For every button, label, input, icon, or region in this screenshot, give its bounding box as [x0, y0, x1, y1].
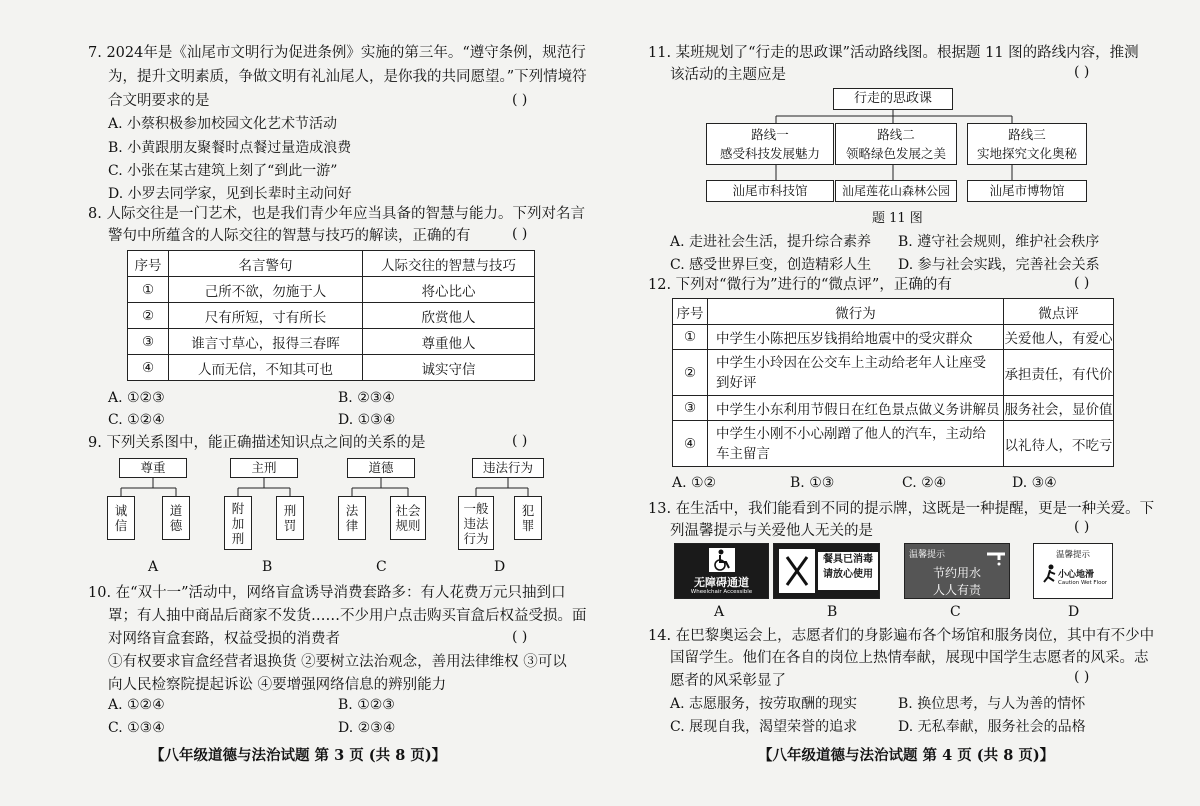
q13-sign-b-panel: [818, 552, 878, 590]
cell: ④: [128, 355, 169, 381]
q7-line-3: 合文明要求的是: [108, 93, 210, 109]
q12-option-c: C. ②④: [902, 475, 947, 491]
q14-line-3: 愿者的风采彰显了: [670, 673, 786, 689]
q14-line-2: 国留学生。他们在各自的岗位上热情奉献，展现中国学生志愿者的风采。志: [670, 650, 1149, 666]
q13-sign-c-label: C: [950, 604, 961, 620]
q12-option-a: A. ①②: [672, 475, 717, 491]
q8-table: [127, 250, 535, 381]
q9-b-top: 主刑: [230, 458, 298, 478]
q13-answer-paren: ( ): [1074, 519, 1090, 535]
q13-sign-c-head: 温馨提示: [909, 550, 946, 560]
q9-a-label: A: [148, 559, 159, 575]
q14-option-c: C. 展现自我，渴望荣誉的追求: [670, 719, 858, 735]
q10-option-b: B. ①②③: [338, 697, 395, 713]
q14-option-b: B. 换位思考，与人为善的情怀: [898, 696, 1086, 712]
cell: 谁言寸草心，报得三春晖: [169, 329, 363, 355]
q10-line-3: 对网络盲盒套路，权益受损的消费者: [108, 631, 340, 647]
q13-sign-c-text-1: 节约用水: [932, 566, 981, 580]
q9-c-top: 道德: [347, 458, 415, 478]
q11-option-b: B. 遵守社会规则，维护社会秩序: [898, 234, 1100, 250]
table-row: [673, 396, 1114, 421]
q8-header-skill: 人际交往的智慧与技巧: [363, 251, 535, 277]
q7-option-b: B. 小黄跟朋友聚餐时点餐过量造成浪费: [108, 140, 352, 156]
q12-option-b: B. ①③: [790, 475, 835, 491]
cell: 将心比心: [363, 277, 535, 303]
q9-d-left: 一般 违法 行为: [458, 496, 494, 550]
cell: ③: [673, 396, 708, 421]
q14-option-a: A. 志愿服务，按劳取酬的现实: [670, 696, 858, 712]
q11-answer-paren: ( ): [1074, 64, 1090, 80]
cell: 关爱他人，有爱心: [1004, 325, 1114, 350]
q13-sign-a: [674, 543, 769, 599]
q9-c-left: 法 律: [338, 496, 366, 540]
q11-line-2: 该活动的主题应是: [670, 67, 786, 83]
cell: 中学生小陈把压岁钱捐给地震中的受灾群众: [708, 325, 1004, 350]
q13-sign-a-text: 无障碍通道: [694, 576, 749, 589]
q11-root-node: 行走的思政课: [833, 88, 953, 110]
cell: 人而无信，不知其可也: [169, 355, 363, 381]
q13-sign-a-subtext: Wheelchair Accessible: [690, 589, 753, 595]
cell: ①: [673, 325, 708, 350]
q8-header-index: 序号: [128, 251, 169, 277]
q13-sign-c: [904, 543, 1010, 599]
q13-sign-d-label: D: [1068, 604, 1080, 620]
q8-answer-paren: ( ): [512, 226, 528, 242]
cell: 服务社会，显价值: [1004, 396, 1114, 421]
q9-d-right: 犯 罪: [514, 496, 542, 540]
q10-line-4: ①有权要求盲盒经营者退换货 ②要树立法治观念，善用法律维权 ③可以: [108, 654, 567, 670]
q10-line-1: 10. 在“双十一”活动中，网络盲盒诱导消费套路多：有人花费万元只抽到口: [88, 585, 566, 601]
q14-line-1: 14. 在巴黎奥运会上，志愿者们的身影遍布各个场馆和服务岗位，其中有不少中: [648, 628, 1155, 644]
q9-a-left: 诚 信: [107, 496, 135, 540]
q11-route-3-desc: 实地探究文化奥秘: [976, 146, 1077, 161]
q10-option-a: A. ①②④: [108, 697, 165, 713]
q9-answer-paren: ( ): [512, 433, 528, 449]
q11-place-1: 汕尾市科技馆: [706, 180, 834, 202]
q13-sign-c-text-2: 人人有责: [932, 583, 981, 597]
footer-page-4: 【八年级道德与法治试题 第 4 页 (共 8 页)】: [758, 747, 1055, 764]
wheelchair-icon: [709, 548, 735, 572]
q11-route-1: [706, 123, 834, 165]
q8-option-b: B. ②③④: [338, 390, 395, 406]
q7-answer-paren: ( ): [512, 92, 528, 108]
q9-d-top: 违法行为: [472, 458, 544, 478]
q12-option-d: D. ③④: [1012, 475, 1057, 491]
q8-option-c: C. ①②④: [108, 412, 165, 428]
q13-sign-d-text: 小心地滑: [1058, 570, 1095, 580]
table-row: [128, 303, 535, 329]
q8-line-2: 警句中所蕴含的人际交往的智慧与技巧的解读，正确的有: [108, 228, 471, 244]
cell: 尊重他人: [363, 329, 535, 355]
page-4: [600, 0, 1200, 806]
q10-line-5: 向人民检察院提起诉讼 ④要增强网络信息的辨别能力: [108, 677, 447, 693]
q11-route-2-name: 路线二: [877, 127, 915, 142]
q14-answer-paren: ( ): [1074, 669, 1090, 685]
q8-header-quote: 名言警句: [169, 251, 363, 277]
q13-line-1: 13. 在生活中，我们能看到不同的提示牌，这既是一种提醒，更是一种关爱。下: [648, 501, 1155, 517]
cell: 诚实守信: [363, 355, 535, 381]
q11-option-d: D. 参与社会实践，完善社会关系: [898, 257, 1100, 273]
q11-place-2: 汕尾莲花山森林公园: [835, 180, 957, 202]
q13-sign-b-label: B: [827, 604, 838, 620]
q7-option-d: D. 小罗去同学家，见到长辈时主动问好: [108, 186, 352, 202]
cell: 欣赏他人: [363, 303, 535, 329]
q14-option-d: D. 无私奉献，服务社会的品格: [898, 719, 1086, 735]
q12-header-action: 微行为: [708, 299, 1004, 325]
q7-line-1: 7. 2024年是《汕尾市文明行为促进条例》实施的第三年。“遵守条例，规范行: [88, 45, 586, 61]
cell: 尺有所短，寸有所长: [169, 303, 363, 329]
q9-d-label: D: [494, 559, 506, 575]
q11-option-a: A. 走进社会生活，提升综合素养: [670, 234, 872, 250]
q11-route-1-desc: 感受科技发展魅力: [719, 146, 820, 161]
cell: ③: [128, 329, 169, 355]
table-row: [673, 350, 1114, 396]
table-row: [128, 355, 535, 381]
q13-sign-b-text-2: 请放心使用: [823, 569, 873, 580]
q7-option-a: A. 小蔡积极参加校园文化艺术节活动: [108, 116, 338, 132]
table-row: [128, 277, 535, 303]
q7-line-2: 为，提升文明素质，争做文明有礼汕尾人，是你我的共同愿望。”下列情境符: [108, 69, 587, 85]
q11-route-2-desc: 领略绿色发展之美: [845, 146, 946, 161]
q11-route-2: [835, 123, 957, 165]
q13-sign-d-subtext: Caution Wet Floor: [1058, 580, 1108, 586]
q13-sign-b: [773, 543, 880, 599]
cell: 承担责任，有代价: [1004, 350, 1114, 396]
q7-option-c: C. 小张在某古建筑上刻了“到此一游”: [108, 163, 338, 179]
q13-sign-d-head: 温馨提示: [1055, 550, 1090, 560]
q8-option-d: D. ①③④: [338, 412, 396, 428]
table-row: [673, 325, 1114, 350]
q11-route-3-name: 路线三: [1008, 127, 1046, 142]
q12-answer-paren: ( ): [1074, 275, 1090, 291]
q10-option-d: D. ②③④: [338, 720, 396, 736]
q13-sign-d: [1033, 543, 1113, 599]
q10-option-c: C. ①③④: [108, 720, 165, 736]
q10-line-2: 罩；有人抽中商品后商家不发货……不少用户点击购买盲盒后权益受损。面: [108, 608, 587, 624]
cell: 己所不欲，勿施于人: [169, 277, 363, 303]
table-row: [128, 329, 535, 355]
q11-option-c: C. 感受世界巨变，创造精彩人生: [670, 257, 872, 273]
q12-header-index: 序号: [673, 299, 708, 325]
q13-sign-a-label: A: [714, 604, 725, 620]
table-row: [673, 421, 1114, 467]
utensils-icon: [779, 549, 815, 593]
q9-a-top: 尊重: [119, 458, 187, 478]
footer-page-3: 【八年级道德与法治试题 第 3 页 (共 8 页)】: [150, 747, 447, 764]
slip-warning-icon: [1042, 564, 1058, 584]
q13-sign-b-text-1: 餐具已消毒: [823, 554, 873, 565]
q9-a-right: 道 德: [162, 496, 190, 540]
q9-c-right: 社会 规则: [390, 496, 426, 540]
cell: 中学生小东利用节假日在红色景点做义务讲解员: [708, 396, 1004, 421]
q12-line: 12. 下列对“微行为”进行的“微点评”，正确的有: [648, 277, 952, 293]
cell: ④: [673, 421, 708, 467]
cell: 中学生小玲因在公交车上主动给老年人让座受到好评: [708, 350, 1004, 396]
q9-b-left: 附 加 刑: [224, 496, 252, 550]
q12-table: [672, 298, 1114, 467]
q8-option-a: A. ①②③: [108, 390, 165, 406]
q11-line-1: 11. 某班规划了“行走的思政课”活动路线图。根据题 11 图的路线内容，推测: [648, 45, 1139, 61]
q13-line-2: 列温馨提示与关爱他人无关的是: [670, 523, 873, 539]
q11-place-3: 汕尾市博物馆: [967, 180, 1087, 202]
q9-c-label: C: [376, 559, 387, 575]
cell: ②: [673, 350, 708, 396]
q11-caption: 题 11 图: [872, 211, 923, 226]
q11-route-3: [967, 123, 1087, 165]
q9-b-right: 刑 罚: [276, 496, 304, 540]
q8-line-1: 8. 人际交往是一门艺术，也是我们青少年应当具备的智慧与能力。下列对名言: [88, 206, 585, 222]
cell: 中学生小刚不小心剐蹭了他人的汽车，主动给车主留言: [708, 421, 1004, 467]
cell: 以礼待人，不吃亏: [1004, 421, 1114, 467]
cell: ①: [128, 277, 169, 303]
q11-route-1-name: 路线一: [751, 127, 789, 142]
q9-line: 9. 下列关系图中，能正确描述知识点之间的关系的是: [88, 435, 426, 451]
q10-answer-paren: ( ): [512, 629, 528, 645]
q12-header-comment: 微点评: [1004, 299, 1114, 325]
cell: ②: [128, 303, 169, 329]
q9-b-label: B: [262, 559, 273, 575]
